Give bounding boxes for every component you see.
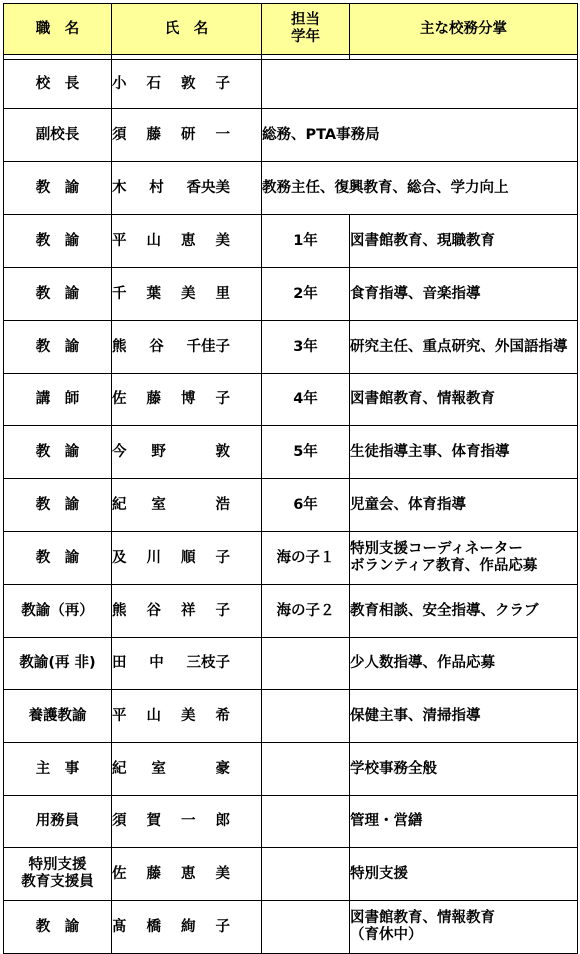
- staff-duty: 保健主事、清掃指導: [350, 690, 578, 743]
- staff-title: 用務員: [4, 796, 112, 848]
- staff-name: [112, 268, 262, 321]
- staff-name-part: 谷: [149, 338, 164, 355]
- staff-name: [112, 215, 262, 268]
- staff-name-part: 子: [215, 549, 230, 566]
- staff-table: [3, 3, 578, 954]
- staff-name-part: 豪: [215, 760, 230, 777]
- staff-grade: [262, 690, 350, 743]
- staff-title: 養護教諭: [4, 690, 112, 743]
- staff-duty: 学校事務全般: [350, 743, 578, 796]
- staff-name: [112, 901, 262, 954]
- staff-name: [112, 321, 262, 374]
- staff-name-part: 熊: [112, 338, 127, 355]
- staff-name: [112, 426, 262, 479]
- table-row: [4, 479, 578, 532]
- table-row: [4, 690, 578, 743]
- staff-duty: 生徒指導主事、体育指導: [350, 426, 578, 479]
- staff-grade: 5年: [262, 426, 350, 479]
- staff-title: 主 事: [4, 743, 112, 796]
- staff-title: 教 諭: [4, 321, 112, 374]
- staff-name-part: 及: [112, 549, 127, 566]
- staff-name-part: 石: [146, 75, 161, 92]
- header-grade-line1: 担当: [291, 12, 320, 28]
- staff-name-part: 橋: [146, 918, 161, 935]
- staff-name-part: 今: [112, 443, 127, 460]
- staff-title: 教 諭: [4, 901, 112, 954]
- staff-name-part: 千佳子: [186, 338, 230, 355]
- staff-grade: 4年: [262, 374, 350, 426]
- header-duty: 主な校務分掌: [350, 4, 578, 55]
- table-row: [4, 426, 578, 479]
- staff-name: [112, 796, 262, 848]
- table-row: [4, 901, 578, 954]
- staff-name-part: 村: [149, 179, 164, 196]
- staff-title: 教 諭: [4, 426, 112, 479]
- staff-name-part: 研: [181, 126, 196, 143]
- staff-name-part: 須: [112, 813, 127, 829]
- staff-name: [112, 532, 262, 585]
- staff-name-part: 子: [215, 602, 230, 619]
- staff-name-part: 希: [215, 707, 230, 724]
- staff-name: [112, 690, 262, 743]
- staff-name-part: 子: [215, 75, 230, 92]
- staff-name-part: 山: [146, 232, 161, 249]
- staff-name-part: 藤: [146, 126, 161, 143]
- staff-name-part: 恵: [181, 865, 196, 882]
- header-grade: [262, 4, 350, 55]
- staff-name-part: 香央美: [186, 179, 230, 196]
- staff-grade: [262, 638, 350, 690]
- staff-name: [112, 585, 262, 638]
- staff-name-part: 美: [215, 232, 230, 249]
- staff-duty: 研究主任、重点研究、外国語指導: [350, 321, 578, 374]
- staff-duty: 児童会、体育指導: [350, 479, 578, 532]
- staff-name: [112, 848, 262, 901]
- staff-name-part: 美: [215, 865, 230, 882]
- staff-name-part: 葉: [146, 285, 161, 302]
- staff-name-part: 室: [151, 760, 166, 777]
- staff-grade: [262, 848, 350, 901]
- staff-title: 副校長: [4, 109, 112, 162]
- staff-name-part: 子: [215, 918, 230, 935]
- staff-name-part: 室: [151, 496, 166, 513]
- staff-name-part: 博: [181, 391, 196, 407]
- staff-grade: 2年: [262, 268, 350, 321]
- staff-grade: 1年: [262, 215, 350, 268]
- table-row: [4, 109, 578, 162]
- staff-name-part: 恵: [181, 232, 196, 249]
- staff-name-part: 祥: [181, 602, 196, 619]
- staff-title: 教諭(再 非): [4, 638, 112, 690]
- staff-duty-line: （育休中）: [350, 927, 423, 943]
- table-row: [4, 743, 578, 796]
- staff-duty: 食育指導、音楽指導: [350, 268, 578, 321]
- table-row: [4, 532, 578, 585]
- staff-name-part: 藤: [146, 391, 161, 407]
- staff-name-part: 一: [215, 126, 230, 143]
- staff-grade: [262, 796, 350, 848]
- staff-title-line: 教育支援員: [21, 874, 94, 890]
- staff-name-part: 谷: [146, 602, 161, 619]
- staff-name-part: 熊: [112, 602, 127, 619]
- staff-name-part: 子: [215, 391, 230, 407]
- staff-name-part: 佐: [112, 391, 127, 407]
- table-row: [4, 162, 578, 215]
- staff-duty: 特別支援: [350, 848, 578, 901]
- header-name: 氏 名: [112, 4, 262, 55]
- staff-grade: 3年: [262, 321, 350, 374]
- staff-name-part: 里: [215, 285, 230, 302]
- staff-duty-line: 特別支援コーディネーター: [350, 541, 523, 557]
- staff-name-part: 野: [151, 443, 166, 460]
- staff-name: [112, 162, 262, 215]
- table-row: [4, 638, 578, 690]
- staff-title-line: 特別支援: [28, 857, 87, 873]
- table-row: [4, 60, 578, 109]
- staff-title: 教諭（再）: [4, 585, 112, 638]
- staff-name-part: 髙: [112, 918, 127, 935]
- staff-name-part: 紀: [112, 760, 127, 777]
- staff-title: 教 諭: [4, 162, 112, 215]
- staff-name-part: 美: [181, 285, 196, 302]
- staff-title: 校 長: [4, 60, 112, 109]
- staff-name-part: 一: [181, 813, 196, 829]
- table-row: [4, 585, 578, 638]
- staff-name-part: 小: [112, 75, 127, 92]
- staff-title: 講 師: [4, 374, 112, 426]
- staff-grade: [262, 743, 350, 796]
- staff-name: [112, 60, 262, 109]
- staff-title: 教 諭: [4, 532, 112, 585]
- table-header-row: [4, 4, 578, 55]
- staff-name-part: 平: [112, 707, 127, 724]
- staff-title: [4, 848, 112, 901]
- staff-name-part: 佐: [112, 865, 127, 882]
- staff-duty: 図書館教育、現職教育: [350, 215, 578, 268]
- staff-name-part: 美: [181, 707, 196, 724]
- table-row: [4, 796, 578, 848]
- staff-grade: 海の子１: [262, 532, 350, 585]
- staff-duty: [262, 60, 578, 109]
- staff-name: [112, 743, 262, 796]
- staff-name-part: 紀: [112, 496, 127, 513]
- staff-name: [112, 638, 262, 690]
- staff-name-part: 藤: [146, 865, 161, 882]
- table-row: [4, 321, 578, 374]
- staff-duty-line: ボランティア教育、作品応募: [350, 558, 538, 574]
- staff-grade: 6年: [262, 479, 350, 532]
- staff-title: 教 諭: [4, 479, 112, 532]
- staff-duty: 総務、PTA事務局: [262, 109, 578, 162]
- staff-name-part: 須: [112, 126, 127, 143]
- staff-name-part: 山: [146, 707, 161, 724]
- staff-name-part: 敦: [181, 75, 196, 92]
- header-title: 職 名: [4, 4, 112, 55]
- staff-grade: [262, 901, 350, 954]
- staff-name-part: 絢: [181, 918, 196, 935]
- staff-name-part: 平: [112, 232, 127, 249]
- staff-duty: 教育相談、安全指導、クラブ: [350, 585, 578, 638]
- staff-name-part: 田: [112, 655, 127, 671]
- staff-duty-line: 図書館教育、情報教育: [350, 910, 495, 926]
- staff-duty: 図書館教育、情報教育: [350, 374, 578, 426]
- staff-name: [112, 109, 262, 162]
- staff-name-part: 敦: [215, 443, 230, 460]
- staff-duty: 少人数指導、作品応募: [350, 638, 578, 690]
- staff-name-part: 浩: [215, 496, 230, 513]
- staff-duty: [350, 901, 578, 954]
- staff-name-part: 千: [112, 285, 127, 302]
- staff-name-part: 賀: [146, 813, 161, 829]
- table-body: [4, 55, 578, 954]
- staff-title: 教 諭: [4, 268, 112, 321]
- staff-name-part: 三枝子: [186, 655, 230, 671]
- table-row: [4, 848, 578, 901]
- staff-name: [112, 374, 262, 426]
- staff-duty: [350, 532, 578, 585]
- staff-name-part: 木: [112, 179, 127, 196]
- staff-duty: 管理・営繕: [350, 796, 578, 848]
- table-row: [4, 374, 578, 426]
- staff-title: 教 諭: [4, 215, 112, 268]
- staff-grade: 海の子２: [262, 585, 350, 638]
- header-grade-line2: 学年: [291, 29, 320, 45]
- staff-name: [112, 479, 262, 532]
- table-row: [4, 215, 578, 268]
- staff-duty: 教務主任、復興教育、総合、学力向上: [262, 162, 578, 215]
- staff-name-part: 川: [146, 549, 161, 566]
- table-row: [4, 268, 578, 321]
- staff-name-part: 郎: [215, 813, 230, 829]
- staff-name-part: 中: [149, 655, 164, 671]
- staff-name-part: 順: [181, 549, 196, 566]
